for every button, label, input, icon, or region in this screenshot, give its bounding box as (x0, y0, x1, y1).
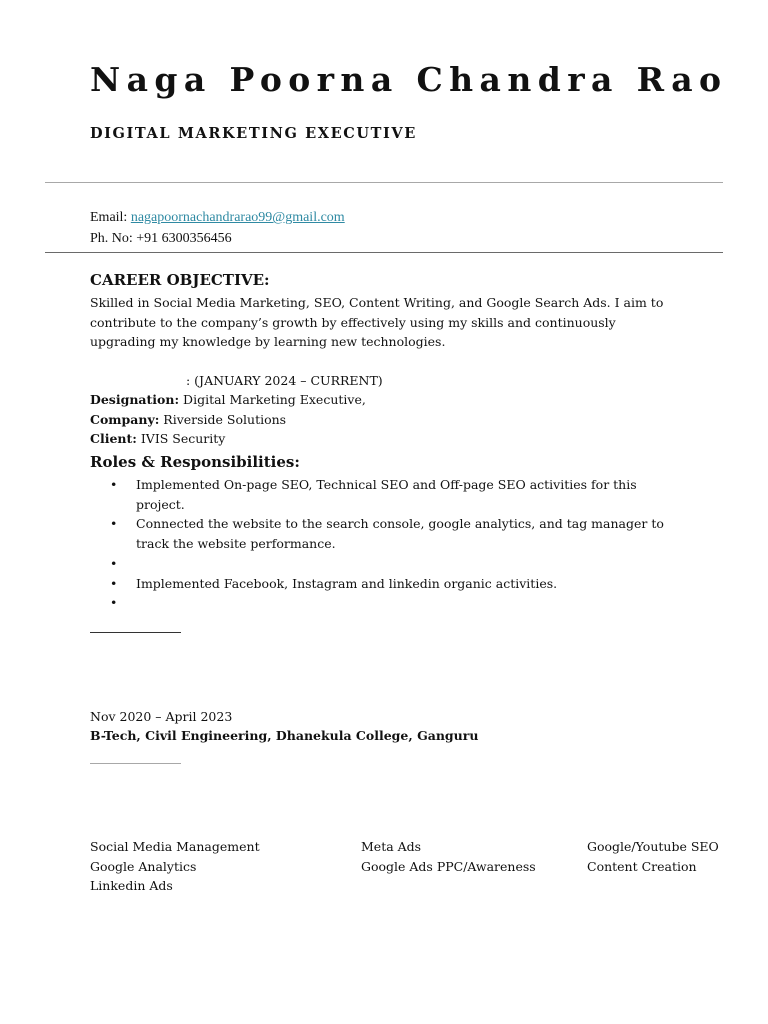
designation-label: Designation: (90, 392, 180, 407)
client-value: IVIS Security (136, 431, 226, 446)
client-label: Client: (90, 431, 137, 446)
roles-list (110, 475, 670, 613)
company-label: Company: (90, 412, 160, 427)
company-line (90, 412, 286, 427)
list-item: • (110, 555, 118, 571)
email-line (90, 210, 345, 226)
section-divider (90, 763, 181, 764)
job-title: DIGITAL MARKETING EXECUTIVE (90, 125, 417, 142)
client-line (90, 431, 225, 446)
list-item: • Implemented On-page SEO, Technical SEO and Off-page SEO activities for this project. (110, 477, 637, 512)
list-item: • (110, 595, 118, 611)
designation-value: Digital Marketing Executive, (179, 392, 366, 407)
roles-heading: Roles & Responsibilities: (90, 453, 300, 471)
header-divider (45, 182, 723, 183)
skill-item: Google/Youtube SEO (587, 839, 719, 854)
skill-item: Social Media Management (90, 839, 260, 854)
list-item: • Implemented Facebook, Instagram and linkedin organic activities. (110, 575, 558, 591)
email-link[interactable]: nagapoornachandrarao99@gmail.com (130, 210, 345, 225)
experience-period: : (JANUARY 2024 – CURRENT) (186, 373, 383, 388)
skill-item: Google Analytics (90, 859, 197, 874)
skill-item: Meta Ads (361, 839, 422, 854)
skill-item: Content Creation (587, 859, 697, 874)
education-dates: Nov 2020 – April 2023 (90, 709, 233, 724)
company-value: Riverside Solutions (159, 412, 287, 427)
career-objective-text: Skilled in Social Media Marketing, SEO, Content Writing, and Google Search Ads. I aim to contribute to the company’s growth by effectively using my skills and continuously upgrading my knowledge by learning new technologies. (90, 295, 664, 350)
section-divider (90, 632, 181, 633)
designation-line (90, 392, 366, 407)
career-objective-heading: CAREER OBJECTIVE: (90, 271, 270, 289)
skill-item: Linkedin Ads (90, 878, 173, 893)
skill-item: Google Ads PPC/Awareness (361, 859, 536, 874)
candidate-name: Naga Poorna Chandra Rao (90, 60, 728, 99)
education-degree: B-Tech, Civil Engineering, Dhanekula College, Ganguru (90, 728, 479, 743)
email-label: Email: (90, 210, 131, 225)
list-item: • Connected the website to the search console, google analytics, and tag manager to track the website performance. (110, 516, 664, 552)
contact-divider (45, 252, 723, 253)
phone-line: Ph. No: +91 6300356456 (90, 231, 232, 246)
